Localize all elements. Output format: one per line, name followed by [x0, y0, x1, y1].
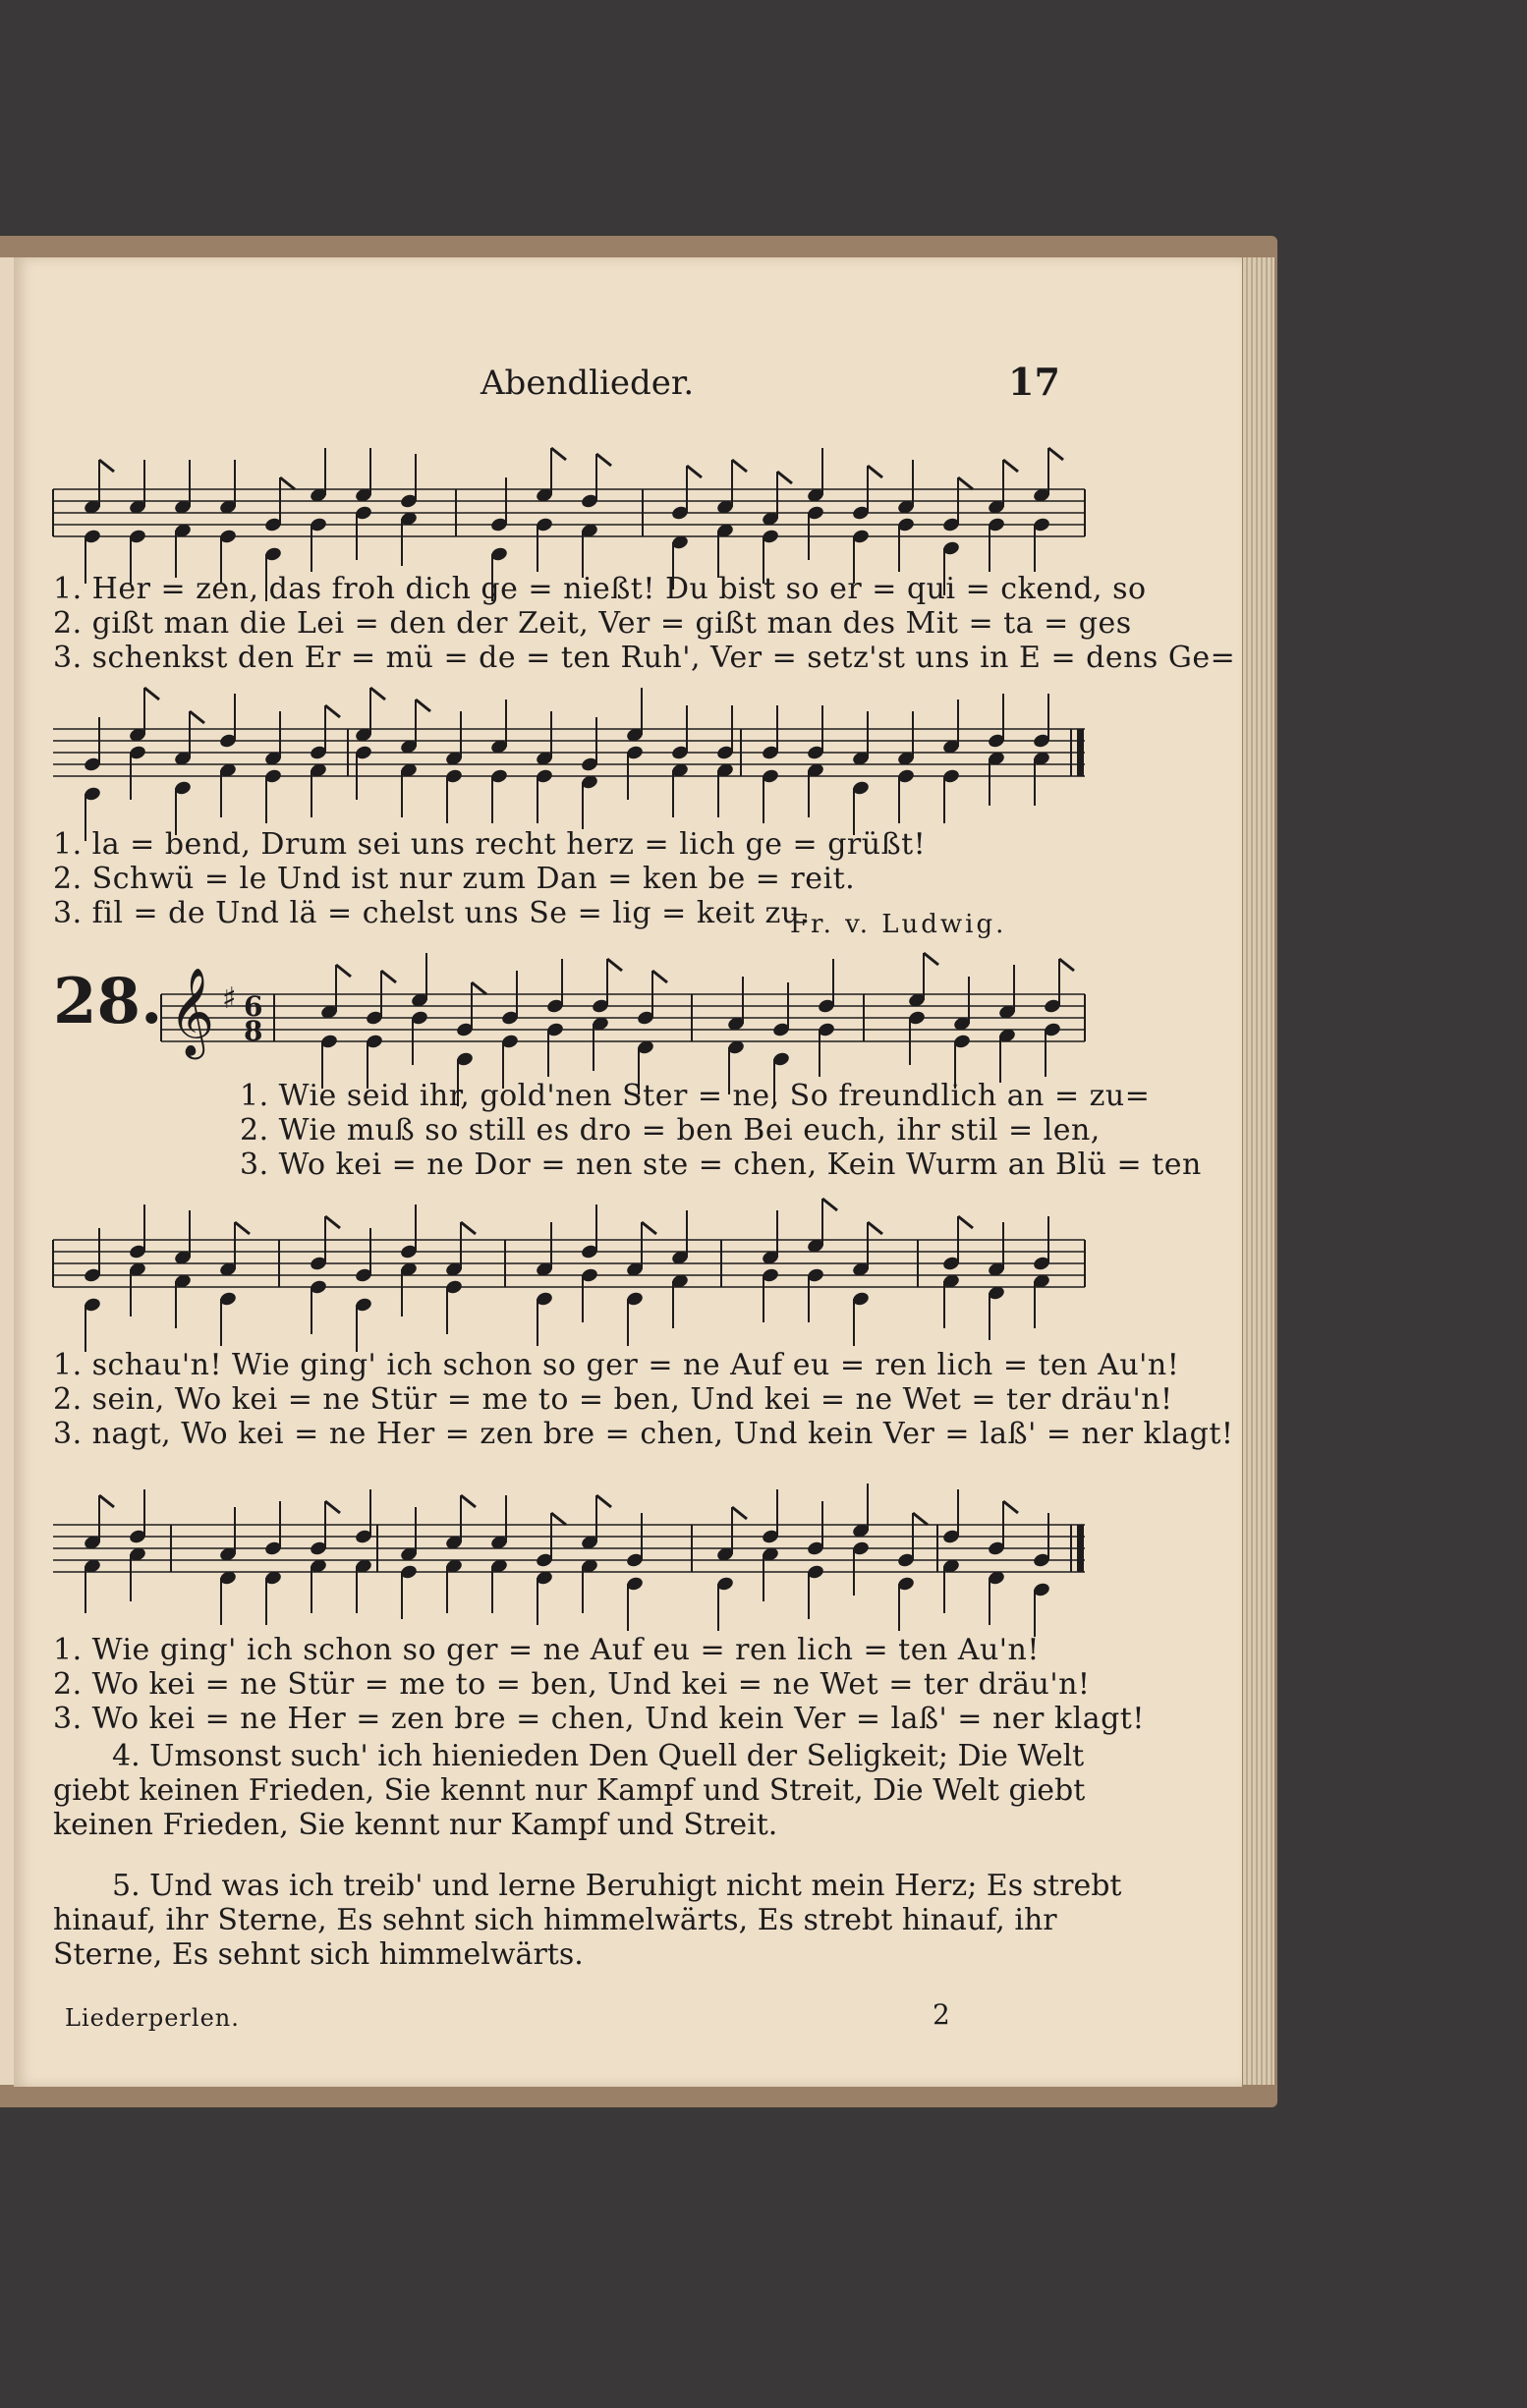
verse-4-line-1: 4. Umsonst such' ich hienieden Den Quell der Seligkeit; Die Welt [112, 1739, 1085, 1773]
note-flag [235, 1222, 250, 1234]
note-flag [732, 460, 747, 472]
verse-5-line-1: 5. Und was ich treib' und lerne Beruhigt nicht mein Herz; Es strebt [112, 1869, 1122, 1903]
song-number: 28. [53, 965, 163, 1038]
lyric-verse-2: 2. Schwü = le Und ist nur zum Dan = ken be = reit. [53, 862, 856, 896]
note-flag [868, 466, 882, 477]
note-flag [551, 448, 566, 460]
note-flag [370, 688, 385, 700]
note-flag [913, 1513, 928, 1525]
lyric-verse-1: 1. la = bend, Drum sei uns recht herz = lich ge = grüßt! [53, 827, 927, 862]
lyric-verse-1: 1. Wie seid ihr, gold'nen Ster = ne, So freundlich an = zu= [240, 1079, 1151, 1113]
facing-page-edge [0, 257, 14, 2085]
note-flag [461, 1222, 476, 1234]
verse-5 [53, 1869, 1122, 1972]
note-flag [868, 1222, 882, 1234]
note-flag [607, 959, 622, 971]
note-flag [777, 472, 792, 483]
note-flag [958, 1216, 973, 1228]
verse-5-line-3: Sterne, Es sehnt sich himmelwärts. [53, 1937, 584, 1972]
note-flag [99, 1495, 114, 1507]
page-number: 17 [1008, 360, 1060, 404]
note-flag [1048, 448, 1063, 460]
lyric-verse-1: 1. Her = zen, das froh dich ge = nießt! Du bist so er = qui = ckend, so [53, 572, 1147, 606]
note-flag [732, 1507, 747, 1519]
note-flag [924, 953, 938, 965]
note-flag [1003, 1501, 1018, 1513]
song28-system1-lyrics [240, 1079, 1202, 1182]
sharp-sign: ♯ [222, 981, 237, 1016]
book-page [14, 257, 1242, 2087]
composer-attribution: Fr. v. Ludwig. [790, 910, 1007, 939]
book-title-footer: Liederperlen. [65, 2004, 240, 2032]
lyric-verse-3: 3. Wo kei = ne Her = zen bre = chen, Und kein Ver = laß' = ner klagt! [53, 1702, 1145, 1736]
lyric-verse-1: 1. schau'n! Wie ging' ich schon so ger = ne Auf eu = ren lich = ten Au'n! [53, 1348, 1180, 1382]
signature-mark: 2 [933, 1998, 950, 2031]
note-flag [551, 1513, 566, 1525]
staff-lines [161, 994, 1085, 1041]
final-barline-thick [1077, 1525, 1084, 1572]
lyric-verse-2: 2. gißt man die Lei = den der Zeit, Ver = gißt man des Mit = ta = ges [53, 606, 1132, 641]
lyric-verse-3: 3. schenkst den Er = mü = de = ten Ruh', Ver = setz'st uns in E = dens Ge= [53, 641, 1236, 675]
note-flag [687, 466, 702, 477]
page-edges [1243, 257, 1274, 2085]
lyric-verse-1: 1. Wie ging' ich schon so ger = ne Auf eu = ren lich = ten Au'n! [53, 1633, 1040, 1667]
note-flag [325, 1501, 340, 1513]
staff-lines [53, 489, 1085, 536]
treble-clef: 𝄞 [169, 968, 215, 1056]
note-flag [958, 477, 973, 489]
verse-4-line-3: keinen Frieden, Sie kennt nur Kampf und Streit. [53, 1808, 778, 1842]
note-flag [99, 460, 114, 472]
final-barline-thick [1077, 729, 1084, 776]
note-flag [822, 1199, 837, 1210]
note-flag [461, 1495, 476, 1507]
note-flag [190, 711, 204, 723]
lyric-verse-3: 3. nagt, Wo kei = ne Her = zen bre = chen, Und kein Ver = laß' = ner klagt! [53, 1417, 1234, 1451]
lyric-verse-2: 2. Wie muß so still es dro = ben Bei euch, ihr stil = len, [240, 1113, 1101, 1148]
song27-system1-lyrics [53, 572, 1235, 675]
note-flag [280, 477, 295, 489]
note-flag [596, 454, 611, 466]
note-flag [336, 965, 351, 977]
time-signature-numerator: 6 [244, 990, 263, 1023]
note-flag [381, 971, 396, 982]
note-flag [1059, 959, 1074, 971]
note-flag [472, 982, 486, 994]
note-flag [1003, 460, 1018, 472]
time-signature-denominator: 8 [244, 1015, 263, 1047]
staff-lines [53, 1240, 1085, 1287]
note-flag [144, 688, 159, 700]
song28-system3-lyrics [53, 1633, 1145, 1736]
lyric-verse-2: 2. Wo kei = ne Stür = me to = ben, Und kei = ne Wet = ter dräu'n! [53, 1667, 1091, 1702]
staff-lines [53, 729, 1085, 776]
note-flag [416, 700, 430, 711]
verse-4-line-2: giebt keinen Frieden, Sie kennt nur Kampf und Streit, Die Welt giebt [53, 1773, 1086, 1808]
lyric-verse-3: 3. Wo kei = ne Dor = nen ste = chen, Kein Wurm an Blü = ten [240, 1148, 1202, 1182]
verse-4 [53, 1739, 1095, 1842]
music-staff-song28-system2 [53, 1191, 1085, 1368]
lyric-verse-2: 2. sein, Wo kei = ne Stür = me to = ben, Und kei = ne Wet = ter dräu'n! [53, 1382, 1173, 1417]
running-header: Abendlieder. [481, 364, 695, 403]
note-flag [596, 1495, 611, 1507]
note-flag [325, 705, 340, 717]
verse-5-line-2: hinauf, ihr Sterne, Es sehnt sich himmelwärts, Es strebt hinauf, ihr [53, 1903, 1057, 1937]
note-flag [325, 1216, 340, 1228]
song28-system2-lyrics [53, 1348, 1233, 1451]
music-staff-song28-system3 [53, 1476, 1085, 1652]
note-flag [642, 1222, 656, 1234]
lyric-verse-3: 3. fil = de Und lä = chelst uns Se = lig = keit zu. [53, 896, 811, 930]
note-flag [652, 971, 667, 982]
staff-lines [53, 1525, 1085, 1572]
